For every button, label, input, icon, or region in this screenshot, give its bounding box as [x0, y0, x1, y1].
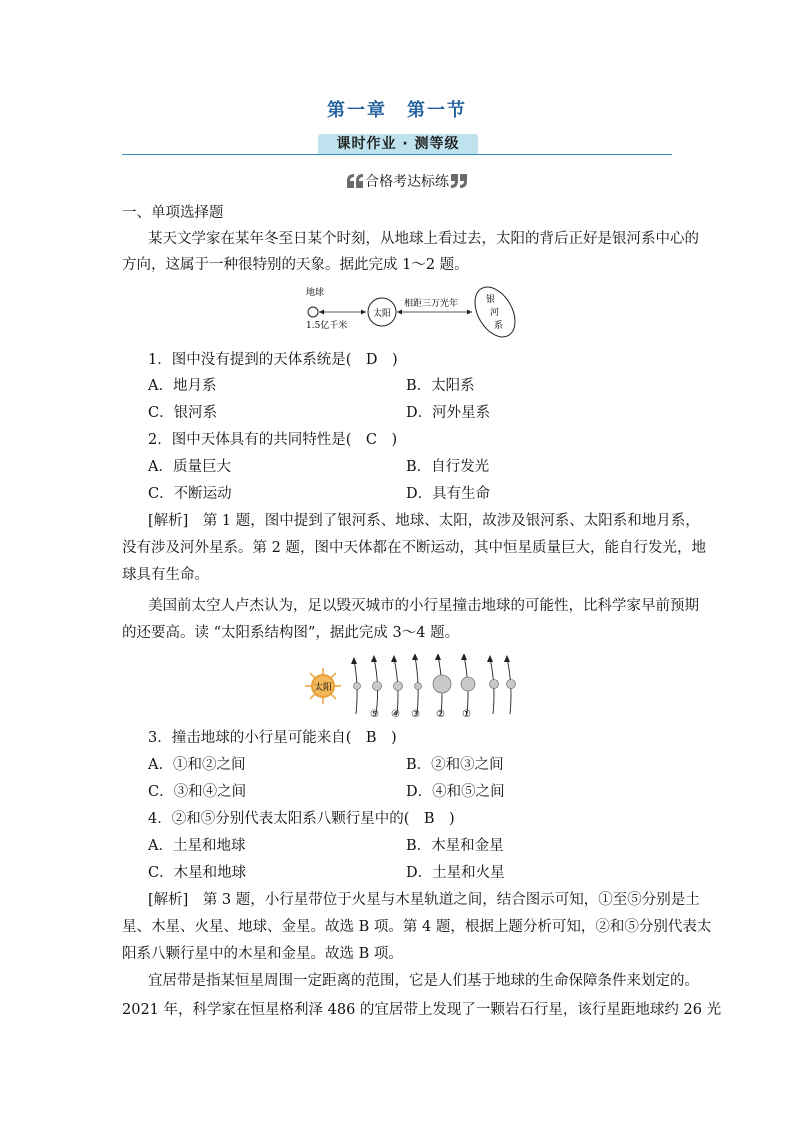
- q4-option-c: C．木星和地球: [148, 865, 247, 881]
- figure1-galaxy-label-3: 系: [494, 321, 504, 331]
- planet-3: [415, 683, 422, 690]
- part-heading: 一、单项选择题: [122, 205, 224, 221]
- figure1-distance-sun-galaxy: 相距三万光年: [404, 299, 459, 309]
- planet-neptune: [507, 680, 516, 689]
- earth-circle: [308, 307, 318, 317]
- passage3-line-2: 2021 年，科学家在恒星格利泽 486 的宜居带上发现了一颗岩石行星，该行星距地球约 26 光: [122, 1002, 722, 1018]
- q4-option-d: D．土星和火星: [406, 865, 505, 881]
- q2-option-b: B．自行发光: [406, 459, 490, 475]
- arrowhead-left-1: [319, 310, 324, 315]
- passage2-line-1: 美国前太空人卢杰认为，足以毁灭城市的小行星撞击地球的可能性，比科学家早前预期: [148, 598, 699, 614]
- homework-tag: 课时作业 · 测等级: [318, 134, 478, 154]
- analysis1-line-3: 球具有生命。: [122, 567, 209, 583]
- planets: [354, 675, 516, 693]
- close-quote-icon: [449, 172, 469, 190]
- analysis2-line-1: [解析] 第 3 题，小行星带位于火星与木星轨道之间，结合图示可知，①至⑤分别是土: [148, 892, 700, 908]
- figure2-sun-label: 太阳: [314, 683, 333, 693]
- analysis2-line-2: 星、木星、火星、地球、金星。故选 B 项。第 4 题，根据上题分析可知，②和⑤分别代表太: [122, 919, 712, 935]
- header-rule: [122, 154, 672, 155]
- q4-option-a: A．土星和地球: [148, 838, 246, 854]
- figure1-earth-label: 地球: [306, 288, 325, 298]
- q2-option-c: C．不断运动: [148, 486, 232, 502]
- figure-solar-system: [304, 654, 534, 722]
- q3-option-b: B．②和③之间: [406, 757, 504, 773]
- q3-option-a: A．①和②之间: [148, 757, 246, 773]
- planet-5: [373, 682, 382, 691]
- q4-stem: 4．②和⑤分别代表太阳系八颗行星中的( B ): [148, 811, 455, 827]
- passage2-line-2: 的还要高。读 “太阳系结构图”，据此完成 3～4 题。: [122, 625, 460, 641]
- planet-4: [394, 682, 403, 691]
- planet-mark-5: ⑤: [370, 709, 379, 720]
- q1-option-b: B．太阳系: [406, 378, 475, 394]
- q1-stem: 1．图中没有提到的天体系统是( D ): [148, 352, 398, 368]
- q3-option-c: C．③和④之间: [148, 784, 247, 800]
- planet-mark-1: ①: [462, 709, 471, 720]
- passage3-line-1: 宜居带是指某恒星周围一定距离的范围，它是人们基于地球的生命保障条件来划定的。: [148, 973, 699, 989]
- q1-option-d: D．河外星系: [406, 405, 491, 421]
- planet-1: [461, 677, 475, 691]
- planet-2: [433, 675, 451, 693]
- section-banner-label: 合格考达标练: [365, 174, 449, 190]
- open-quote-icon: [345, 172, 365, 190]
- analysis1-line-2: 没有涉及河外星系。第 2 题，图中天体都在不断运动，其中恒星质量巨大，能自行发光，地: [122, 540, 706, 556]
- planet-mark-3: ③: [411, 709, 420, 720]
- q1-option-c: C．银河系: [148, 405, 218, 421]
- section-banner: [345, 170, 469, 192]
- figure1-sun-label: 太阳: [373, 309, 392, 319]
- planet-mercury: [354, 683, 361, 690]
- q2-option-d: D．具有生命: [406, 486, 491, 502]
- arrowhead-right-1: [361, 310, 366, 315]
- chapter-title: 第一章 第一节: [327, 100, 467, 121]
- analysis1-line-1: [解析] 第 1 题，图中提到了银河系、地球、太阳，故涉及银河系、太阳系和地月系，: [148, 513, 700, 529]
- arrowhead-right-2: [467, 310, 472, 315]
- q2-stem: 2．图中天体具有的共同特性是( C ): [148, 432, 398, 448]
- q1-option-a: A．地月系: [148, 378, 217, 394]
- q3-option-d: D．④和⑤之间: [406, 784, 505, 800]
- figure1-distance-earth-sun: 1.5亿千米: [306, 321, 348, 331]
- planet-mark-4: ④: [391, 709, 400, 720]
- q2-option-a: A．质量巨大: [148, 459, 231, 475]
- analysis2-line-3: 阳系八颗行星中的木星和金星。故选 B 项。: [122, 946, 403, 962]
- figure1-galaxy-label-2: 河: [490, 308, 500, 318]
- planet-uranus: [490, 680, 499, 689]
- arrowhead-left-2: [397, 310, 402, 315]
- figure1-galaxy-label-1: 银: [486, 295, 496, 305]
- q3-stem: 3．撞击地球的小行星可能来自( B ): [148, 730, 397, 746]
- planet-mark-2: ②: [436, 709, 445, 720]
- q4-option-b: B．木星和金星: [406, 838, 504, 854]
- figure-earth-sun-galaxy: [300, 284, 530, 344]
- passage1-line-1: 某天文学家在某年冬至日某个时刻，从地球上看过去，太阳的背后正好是银河系中心的: [148, 231, 699, 247]
- passage1-line-2: 方向，这属于一种很特别的天象。据此完成 1～2 题。: [122, 257, 469, 273]
